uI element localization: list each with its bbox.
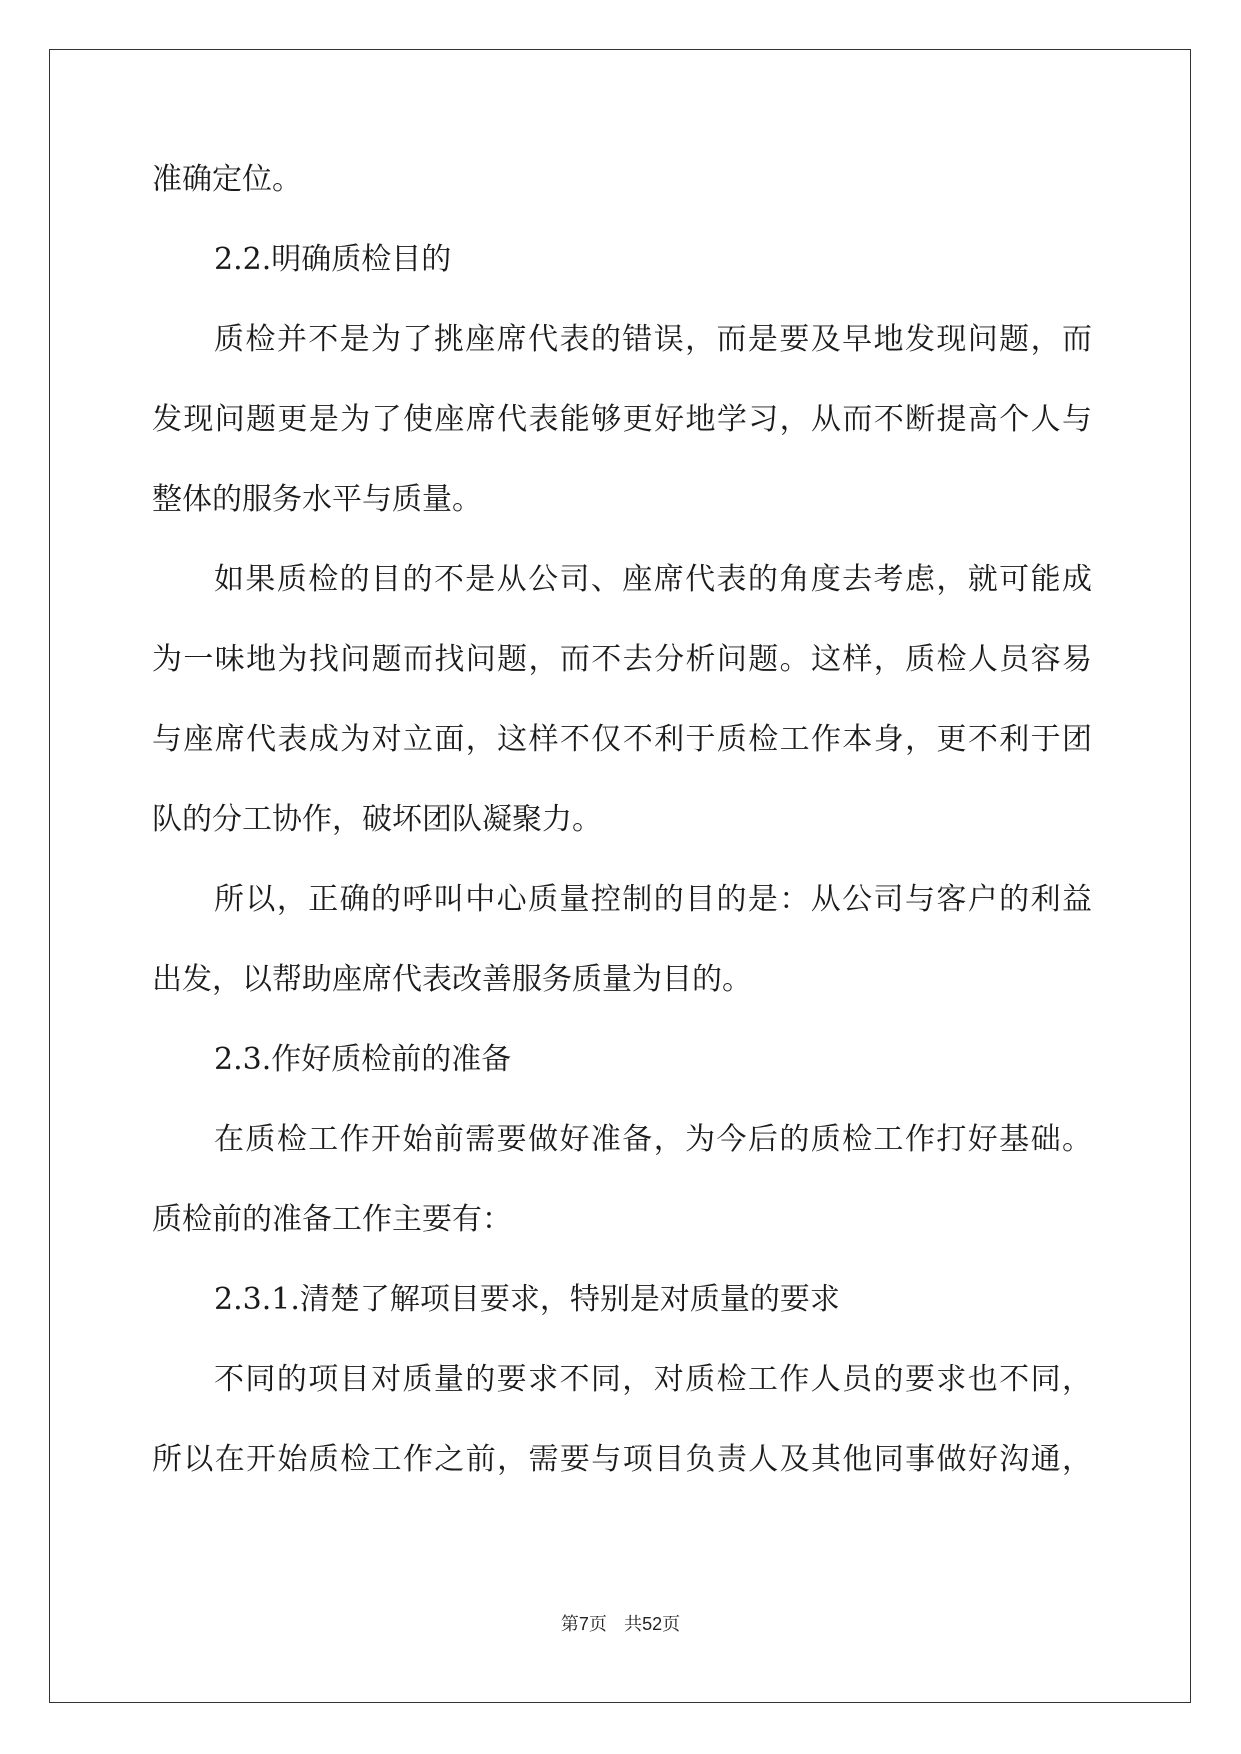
text-line: 发现问题更是为了使座席代表能够更好地学习，从而不断提高个人与 (152, 402, 1092, 437)
text-line: 与座席代表成为对立面，这样不仅不利于质检工作本身，更不利于团 (152, 722, 1092, 757)
text-line: 准确定位。 (152, 162, 302, 197)
subsection-heading: 2.3.1.清楚了解项目要求，特别是对质量的要求 (214, 1282, 840, 1317)
total-prefix: 共 (624, 1614, 643, 1635)
total-suffix: 页 (662, 1614, 681, 1635)
section-heading: 2.3.作好质检前的准备 (214, 1042, 512, 1077)
text-line: 不同的项目对质量的要求不同，对质检工作人员的要求也不同， (214, 1362, 1092, 1397)
text-line: 质检前的准备工作主要有： (152, 1202, 512, 1237)
text-line: 所以在开始质检工作之前，需要与项目负责人及其他同事做好沟通， (152, 1442, 1092, 1477)
page-footer (0, 1612, 1241, 1637)
text-line: 整体的服务水平与质量。 (152, 482, 482, 517)
section-heading: 2.2.明确质检目的 (214, 242, 452, 277)
text-line: 质检并不是为了挑座席代表的错误，而是要及早地发现问题，而 (214, 322, 1092, 357)
text-line: 如果质检的目的不是从公司、座席代表的角度去考虑，就可能成 (214, 562, 1092, 597)
page-number: 7 (578, 1614, 589, 1634)
page-prefix: 第 (560, 1614, 579, 1635)
total-pages: 52 (642, 1614, 663, 1634)
text-line: 队的分工协作，破坏团队凝聚力。 (152, 802, 602, 837)
text-line: 出发，以帮助座席代表改善服务质量为目的。 (152, 962, 752, 997)
text-line: 为一味地为找问题而找问题，而不去分析问题。这样，质检人员容易 (152, 642, 1092, 677)
page-suffix: 页 (588, 1614, 607, 1635)
text-line: 所以，正确的呼叫中心质量控制的目的是：从公司与客户的利益 (214, 882, 1092, 917)
text-line: 在质检工作开始前需要做好准备，为今后的质检工作打好基础。 (214, 1122, 1092, 1157)
